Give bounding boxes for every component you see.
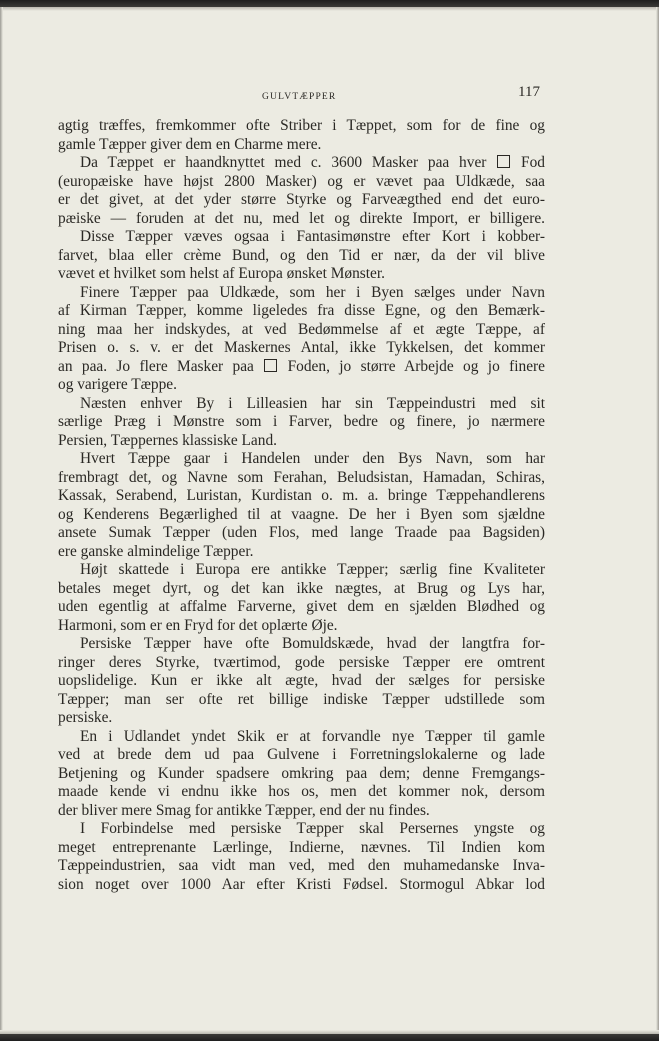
- text-line: Prisen o. s. v. er det Maskernes Antal, ikke Tykkelsen, det kommer: [58, 339, 545, 356]
- page-number: 117: [518, 84, 540, 100]
- text-line: meget entreprenante Lærlinge, Indierne, nævnes. Til Indien kom: [58, 838, 545, 856]
- square-symbol-icon: [497, 155, 510, 168]
- page-top-edge: [0, 0, 659, 7]
- text-line: betales meget dyrt, og det kan ikke nægtes, at Brug og Lys har,: [58, 579, 545, 597]
- text-line: ning maa her indskydes, at ved Bedømmelse af et ægte Tæppe, af: [58, 320, 545, 338]
- text-line: Harmoni, som er en Fryd for det oplærte Øje.: [58, 616, 338, 634]
- text-line: uden egentlig at affalme Farverne, givet dem en sjælden Blødhed og: [58, 598, 545, 615]
- page-top-shadow: [0, 7, 659, 11]
- text-line: af Kirman Tæpper, komme ligeledes fra disse Egne, og den Bemærk-: [58, 302, 545, 319]
- text-line: Disse Tæpper væves ogsaa i Fantasimønstre efter Kort i kobber-: [80, 228, 545, 245]
- text-line: Kassak, Serabend, Luristan, Kurdistan o. m. a. bringe Tæppehandlerens: [58, 487, 545, 504]
- text-line: (europæiske have højst 2800 Masker) og er vævet paa Uldkæde, saa: [58, 172, 545, 190]
- text-line: gamle Tæpper giver dem en Charme mere.: [58, 135, 322, 153]
- text-line: Persien, Tæppernes klassiske Land.: [58, 431, 277, 449]
- text-line: Højt skattede i Europa ere antikke Tæpper; særlig fine Kvaliteter: [80, 561, 545, 578]
- text-line: ringer deres Styrke, tværtimod, gode persiske Tæpper ere omtrent: [58, 653, 545, 671]
- text-line: Tæpper; man ser ofte ret billige indiske Tæpper udstillede som: [58, 690, 545, 708]
- text-line: pæiske — foruden at det nu, med let og direkte Import, er billigere.: [58, 209, 545, 227]
- text-line: ved at brede dem ud paa Gulvene i Forretningslokalerne og lade: [58, 746, 545, 763]
- text-line: Betjening og Kunder spadsere omkring paa dem; denne Fremgangs-: [58, 764, 545, 782]
- text-line: der bliver mere Smag for antikke Tæpper, end der nu findes.: [58, 801, 430, 819]
- text-line: Hvert Tæppe gaar i Handelen under den Bys Navn, som har: [80, 450, 545, 467]
- running-head: GULVTÆPPER: [262, 92, 337, 102]
- text-line: persiske.: [58, 709, 113, 726]
- text-line: maade kende vi endnu ikke hos os, men det kommer nok, dersom: [58, 783, 545, 800]
- page-left-shadow: [0, 7, 3, 1034]
- text-line: an paa. Jo flere Masker paa Foden, jo større Arbejde og jo finere: [58, 357, 545, 375]
- text-line: agtig træffes, fremkommer ofte Striber i Tæppet, som for de fine og: [58, 117, 545, 134]
- text-line: uopslidelige. Kun er ikke alt ægte, hvad der sælges for persiske: [58, 672, 545, 689]
- text-line: og varigere Tæppe.: [58, 376, 177, 393]
- text-line: og Kenderens Begærlighed til at vaagne. De her i Byen som sjældne: [58, 505, 545, 523]
- text-line: En i Udlandet yndet Skik er at forvandle nye Tæpper til gamle: [80, 727, 545, 745]
- text-line: frembragt det, og Navne som Ferahan, Beludsistan, Hamadan, Schiras,: [58, 468, 545, 486]
- text-line: er det givet, at det yder større Styrke og Farveægthed end det euro-: [58, 191, 545, 208]
- text-line: ansete Sumak Tæpper (uden Flos, med lange Traade paa Bagsiden): [58, 524, 545, 541]
- text-line: I Forbindelse med persiske Tæpper skal Persernes yngste og: [80, 820, 545, 837]
- text-line: Finere Tæpper paa Uldkæde, som her i Byen sælges under Navn: [80, 283, 545, 301]
- page-bottom-edge: [0, 1034, 659, 1041]
- text-line: Næsten enhver By i Lilleasien har sin Tæppeindustri med sit: [80, 394, 545, 412]
- text-line: sion noget over 1000 Aar efter Kristi Fødsel. Stormogul Abkar lod: [58, 875, 545, 893]
- text-line: Persiske Tæpper have ofte Bomuldskæde, hvad der langtfra for-: [80, 635, 545, 652]
- text-line: ere ganske almindelige Tæpper.: [58, 542, 254, 560]
- text-line: vævet et hvilket som helst af Europa ønsket Mønster.: [58, 265, 385, 282]
- text-line: farvet, blaa eller crème Bund, og den Tid er nær, da der vil blive: [58, 246, 545, 264]
- text-line: særlige Præg i Mønstre som i Farver, bedre og finere, jo nærmere: [58, 413, 545, 430]
- square-symbol-icon: [264, 359, 277, 372]
- text-line: Da Tæppet er haandknyttet med c. 3600 Masker paa hver Fod: [80, 154, 545, 171]
- text-line: Tæppeindustrien, saa vidt man ved, med den muhamedanske Inva-: [58, 857, 545, 874]
- body-text: [58, 117, 545, 894]
